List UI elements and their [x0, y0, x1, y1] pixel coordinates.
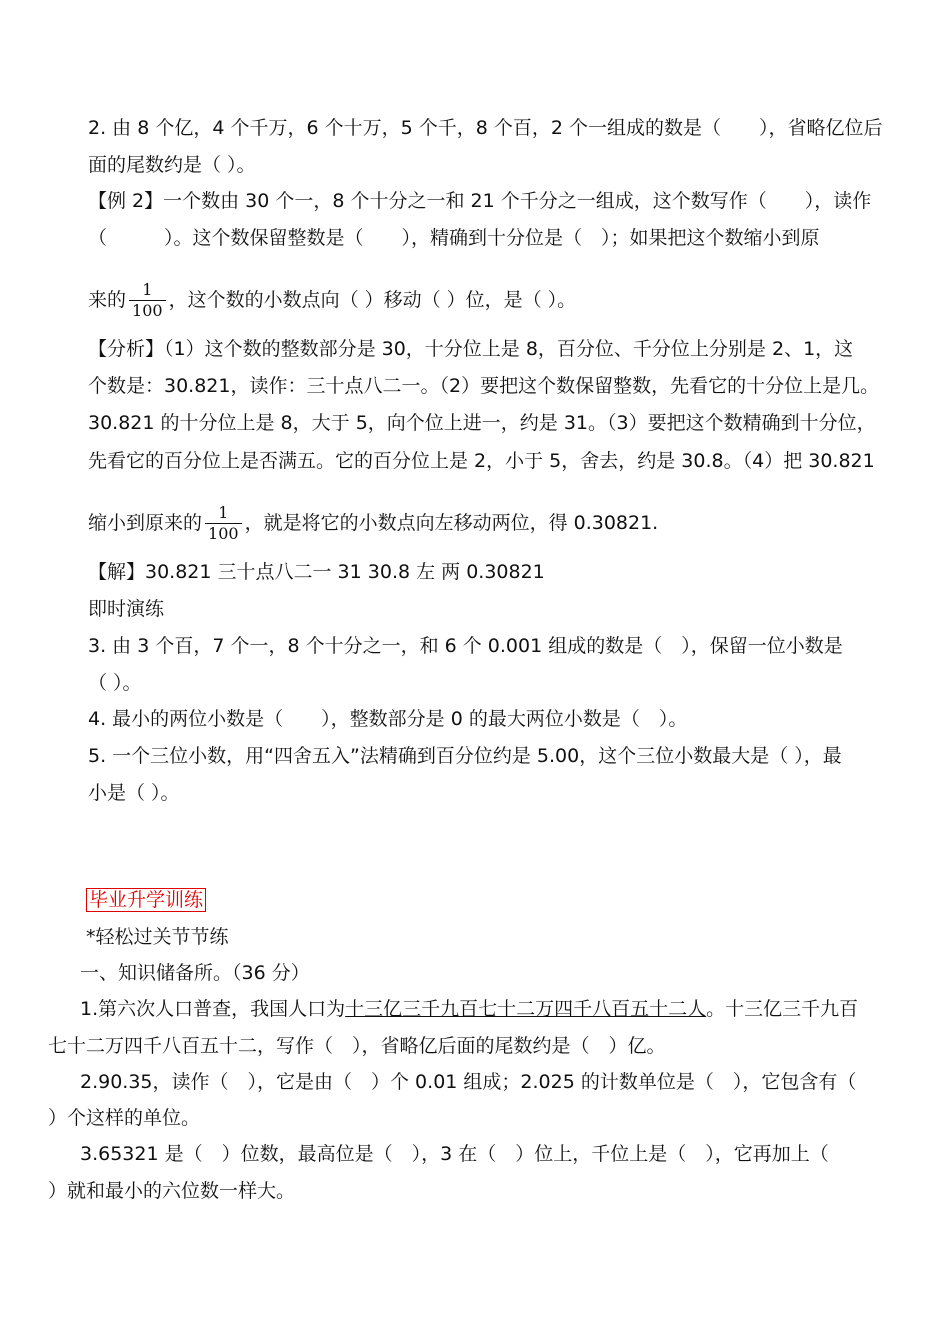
example2-line-3	[88, 280, 576, 321]
practice-title: 即时演练	[88, 598, 165, 620]
p1-line-1	[80, 996, 858, 1022]
q5-line-2: 小是（ ）。	[88, 782, 180, 804]
section-badge	[86, 887, 206, 913]
fraction-one-hundredth	[129, 280, 166, 321]
p3-line-2: ）就和最小的六位数一样大。	[48, 1180, 296, 1202]
q2-line-1: 2. 由 8 个亿，4 个千万，6 个十万，5 个千，8 个百，2 个一组成的数是（ ），省略亿位后	[88, 117, 883, 139]
fraction-numerator: 1	[129, 280, 166, 301]
fraction-numerator: 1	[205, 503, 242, 524]
analysis-line-1: 【分析】（1）这个数的整数部分是 30，十分位上是 8，百分位、千分位上分别是 2、1，这	[88, 338, 854, 360]
q3-line-1: 3. 由 3 个百，7 个一，8 个十分之一，和 6 个 0.001 组成的数是（ ），保留一位小数是	[88, 635, 843, 657]
example2-line-1: 【例 2】一个数由 30 个一，8 个十分之一和 21 个千分之一组成，这个数写作（ ），读作	[88, 190, 872, 212]
analysis-line-2: 个数是：30.821，读作：三十点八二一。（2）要把这个数保留整数，先看它的十分位上是几。	[88, 375, 880, 397]
q3-line-2: （ ）。	[88, 672, 142, 694]
p2-line-1: 2.90.35，读作（ ），它是由（ ）个 0.01 组成；2.025 的计数单位是（ ），它包含有（	[80, 1071, 857, 1093]
p1-line-1-text-after: 。十三亿三千九百	[706, 998, 859, 1020]
example2-line-3-text: 来的	[88, 289, 127, 311]
p1-line-2: 七十二万四千八百五十二，写作（ ），省略亿后面的尾数约是（ ）亿。	[48, 1035, 666, 1057]
example2-line-3-text-after: ，这个数的小数点向（ ）移动（ ）位，是（ ）。	[168, 289, 577, 311]
q2-line-2: 面的尾数约是（ ）。	[88, 154, 256, 176]
analysis-line-5-text-after: ，就是将它的小数点向左移动两位，得 0.30821.	[244, 512, 659, 534]
example2-line-2: （ ）。这个数保留整数是（ ），精确到十分位是（ ）；如果把这个数缩小到原	[88, 227, 820, 249]
subtitle: *轻松过关节节练	[86, 926, 229, 948]
fraction-one-hundredth	[205, 503, 242, 544]
analysis-line-5-text: 缩小到原来的	[88, 512, 203, 534]
analysis-line-4: 先看它的百分位上是否满五。它的百分位上是 2，小于 5，舍去，约是 30.8。（4）把 30.821	[88, 450, 875, 472]
fraction-denominator: 100	[132, 301, 163, 320]
section-badge-label: 毕业升学训练	[86, 888, 206, 912]
analysis-line-5	[88, 503, 658, 544]
part1-title: 一、知识储备所。（36 分）	[80, 962, 310, 984]
analysis-line-3: 30.821 的十分位上是 8，大于 5，向个位上进一，约是 31。（3）要把这个数精确到十分位，	[88, 412, 876, 434]
solution-line: 【解】30.821 三十点八二一 31 30.8 左 两 0.30821	[88, 561, 545, 583]
q4-line: 4. 最小的两位小数是（ ），整数部分是 0 的最大两位小数是（ ）。	[88, 708, 688, 730]
p3-line-1: 3.65321 是（ ）位数，最高位是（ ），3 在（ ）位上，千位上是（ ），它再加上（	[80, 1143, 829, 1165]
p1-underlined-population: 十三亿三千九百七十二万四千八百五十二人	[345, 998, 707, 1020]
fraction-denominator: 100	[208, 524, 239, 543]
p1-line-1-text: 1.第六次人口普查，我国人口为	[80, 998, 346, 1020]
q5-line-1: 5. 一个三位小数，用“四舍五入”法精确到百分位约是 5.00，这个三位小数最大是（ ），最	[88, 745, 842, 767]
p2-line-2: ）个这样的单位。	[48, 1107, 201, 1129]
